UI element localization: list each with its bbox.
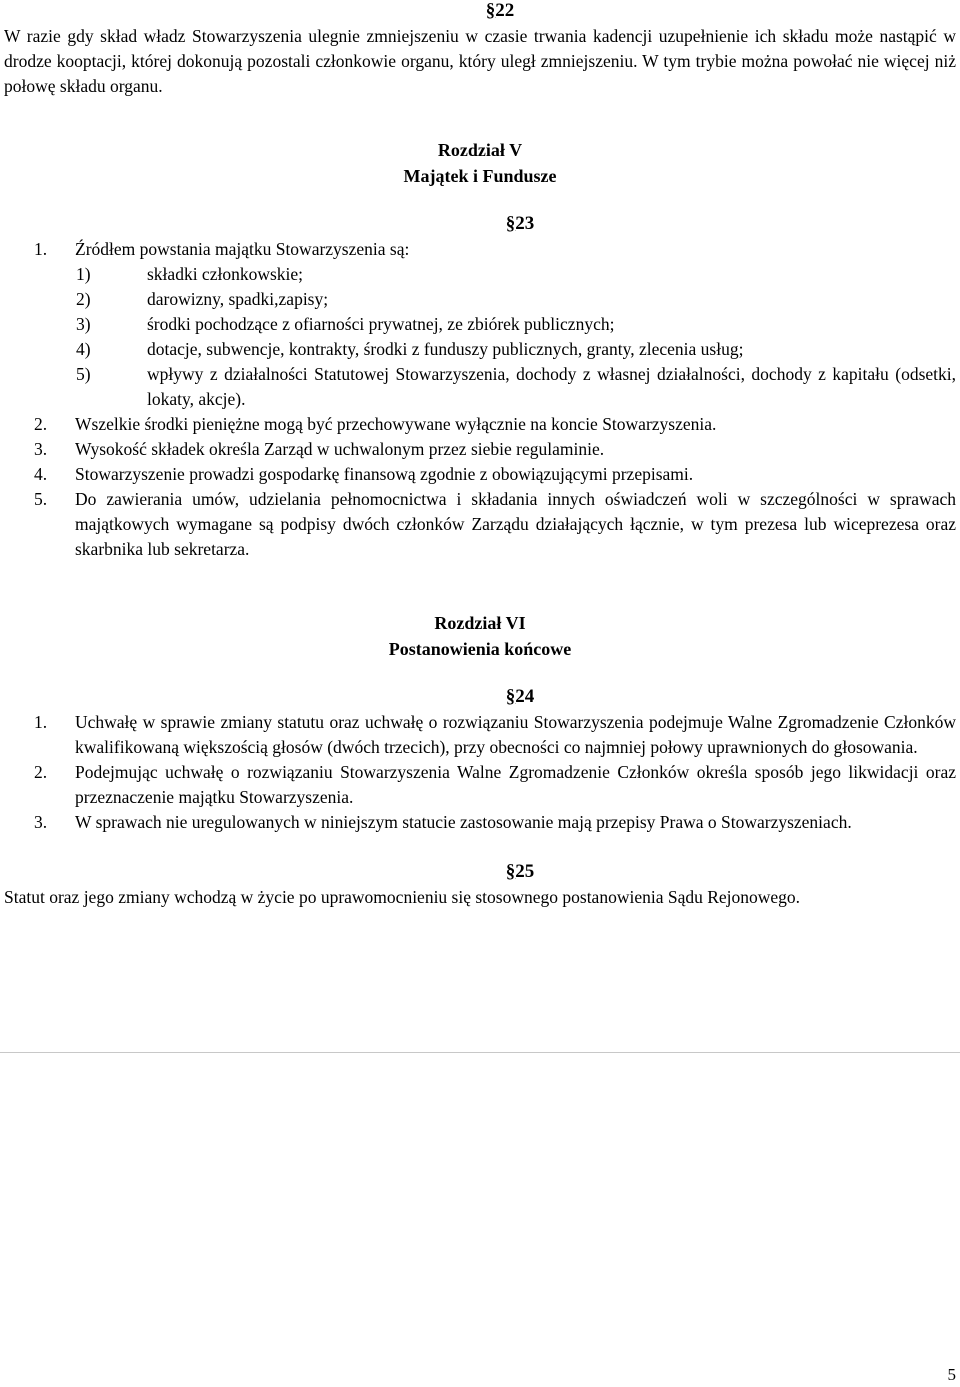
item-number: 1. [34,712,48,732]
sub-list-item [76,337,956,362]
sub-list-item [76,362,956,412]
item-number: 1. [34,239,48,259]
item-text: Wszelkie środki pieniężne mogą być przechowywane wyłącznie na koncie Stowarzyszenia. [75,414,717,434]
item-text: Uchwałę w sprawie zmiany statutu oraz uchwałę o rozwiązaniu Stowarzyszenia podejmuje Walne Zgromadzenie Członków kwalifikowaną większością głosów (dwóch trzecich), przy obecności co najmniej połowy uprawnionych do głosowania. [75,712,956,757]
section-22-heading [44,0,956,24]
list-item [4,760,956,810]
page-separator [0,1052,960,1053]
list-item [4,462,956,487]
list-item [4,487,956,562]
sub-item-text: środki pochodzące z ofiarności prywatnej, ze zbiórek publicznych; [147,314,615,334]
sub-item-number: 4) [76,339,91,359]
list-item [4,412,956,437]
document-page [4,0,956,910]
sub-item-number: 1) [76,264,91,284]
sub-list-item [76,312,956,337]
list-item [4,810,956,835]
sub-item-text: wpływy z działalności Statutowej Stowarzyszenia, dochody z własnej działalności, dochody z kapitału (odsetki, lokaty, akcje). [147,364,956,409]
section-symbol: § [485,0,496,21]
list-item [4,710,956,760]
section-number: 22 [495,0,515,21]
item-text: W sprawach nie uregulowanych w niniejszym statucie zastosowanie mają przepisy Prawa o Stowarzyszeniach. [75,812,852,832]
sub-item-text: dotacje, subwencje, kontrakty, środki z funduszy publicznych, granty, zlecenia usług; [147,339,744,359]
section-25-heading [84,859,956,885]
item-number: 3. [34,812,48,832]
item-number: 2. [34,414,48,434]
section-number: 24 [515,686,535,707]
item-text: Podejmując uchwałę o rozwiązaniu Stowarzyszenia Walne Zgromadzenie Członków określa sposób jego likwidacji oraz przeznaczenie majątku Stowarzyszenia. [75,762,956,807]
section-23-heading [84,211,956,237]
sub-item-text: składki członkowskie; [147,264,304,284]
item-number: 2. [34,762,48,782]
item-text: Wysokość składek określa Zarząd w uchwalonym przez siebie regulaminie. [75,439,605,459]
item-text: Źródłem powstania majątku Stowarzyszenia są: [75,239,410,259]
chapter-5-title: Majątek i Fundusze [403,166,557,186]
item-number: 3. [34,439,48,459]
section-symbol: § [505,213,516,234]
page-number: 5 [947,1365,956,1384]
sub-item-number: 2) [76,289,91,309]
sub-item-number: 3) [76,314,91,334]
chapter-6-label: Rozdział VI [434,613,526,633]
item-text: Stowarzyszenie prowadzi gospodarkę finansową zgodnie z obowiązującymi przepisami. [75,464,694,484]
item-text: Do zawierania umów, udzielania pełnomocnictwa i składania innych oświadczeń woli w szczególności w sprawach majątkowych wymagane są podpisy dwóch członków Zarządu działających łącznie, w tym prezesa lub wiceprezesa oraz skarbnika lub sekretarza. [75,489,956,559]
section-number: 25 [515,861,535,882]
list-item [4,437,956,462]
item-number: 5. [34,489,48,509]
sub-item-text: darowizny, spadki,zapisy; [147,289,329,309]
section-24-heading [84,684,956,710]
section-25-text: Statut oraz jego zmiany wchodzą w życie po uprawomocnieniu się stosownego postanowienia Sądu Rejonowego. [4,887,801,907]
section-symbol: § [505,861,516,882]
chapter-6-title: Postanowienia końcowe [388,639,572,659]
sub-list-item [76,287,956,312]
list-item [4,237,956,262]
section-number: 23 [515,213,535,234]
section-22-text: W razie gdy skład władz Stowarzyszenia ulegnie zmniejszeniu w czasie trwania kadencji uzupełnienie ich składu może nastąpić w drodze kooptacji, której dokonują pozostali członkowie organu, który uległ zmniejszeniu. W tym trybie można powołać nie więcej niż połowę składu organu. [4,26,956,96]
sub-item-number: 5) [76,364,91,384]
item-number: 4. [34,464,48,484]
section-symbol: § [505,686,516,707]
sub-list-item [76,262,956,287]
chapter-5-label: Rozdział V [437,140,523,160]
